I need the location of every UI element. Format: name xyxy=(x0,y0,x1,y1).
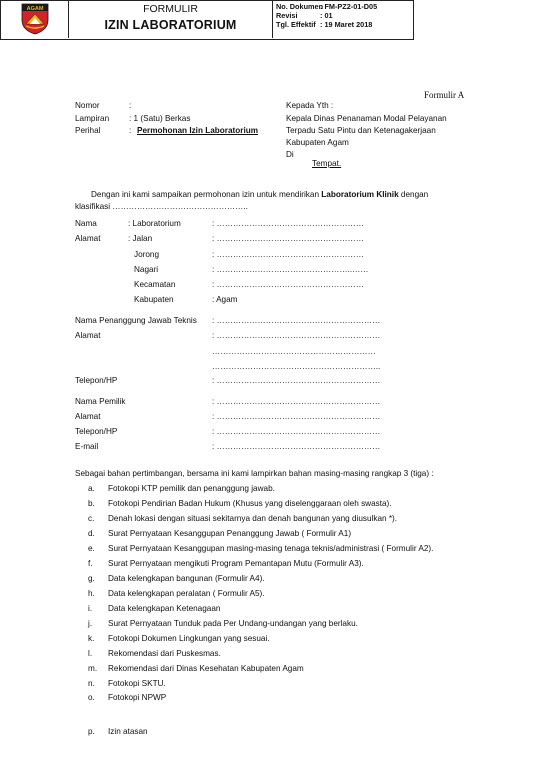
lab-address-label: Alamat xyxy=(75,234,101,243)
owner-email-label: E-mail xyxy=(75,442,99,451)
owner-phone-label: Telepon/HP xyxy=(75,427,118,436)
intro-paragraph-line2: klasifikasi ………………………………………….. xyxy=(75,202,248,211)
lampiran-label: Lampiran xyxy=(75,114,110,123)
lab-name-field[interactable]: : ……………………………………………… xyxy=(212,219,364,228)
title-cell xyxy=(69,0,273,38)
meta-row: Revisi : 01 xyxy=(276,11,333,20)
owner-address-field[interactable]: : …………………………………………………… xyxy=(212,412,381,421)
lab-kecamatan-sub: Kecamatan xyxy=(134,280,176,289)
document-meta xyxy=(273,0,415,40)
owner-email-field[interactable]: : …………………………………………………… xyxy=(212,442,381,451)
attachments-intro: Sebagai bahan pertimbangan, bersama ini kami lampirkan bahan masing-masing rangkap 3 (tiga) : xyxy=(75,469,434,478)
pj-address-field-2[interactable]: …………………………………………………… xyxy=(212,347,376,356)
lab-kabupaten-sub: Kabupaten xyxy=(134,295,174,304)
pj-address-field-3[interactable]: …………………………………………………….. xyxy=(212,362,381,371)
owner-name-label: Nama Pemilik xyxy=(75,397,126,406)
pj-phone-field[interactable]: : …………………………………………………… xyxy=(212,376,381,385)
lab-kabupaten-field: : Agam xyxy=(212,295,238,304)
pj-name-label: Nama Penanggung Jawab Teknis xyxy=(75,316,197,325)
lampiran-value: : 1 (Satu) Berkas xyxy=(129,114,191,123)
meta-row: Tgl. Effektif : 19 Maret 2018 xyxy=(276,20,373,29)
owner-address-label: Alamat xyxy=(75,412,101,421)
lab-street-field[interactable]: : ……………………………………………… xyxy=(212,234,364,243)
svg-text:AGAM: AGAM xyxy=(26,6,44,12)
recipient-line: Terpadu Satu Pintu dan Ketenagakerjaan xyxy=(286,126,436,135)
pj-address-field[interactable]: : …………………………………………………… xyxy=(212,331,381,340)
form-code-label: Formulir A xyxy=(424,90,465,100)
intro-paragraph: Dengan ini kami sampaikan permohonan izin untuk mendirikan Laboratorium Klinik dengan xyxy=(91,190,429,199)
recipient-line: Di xyxy=(286,150,294,159)
lab-name-sub: : Laboratorium xyxy=(128,219,181,228)
owner-phone-field[interactable]: : …………………………………………………… xyxy=(212,427,381,436)
pj-name-field[interactable]: : …………………………………………………… xyxy=(212,316,381,325)
recipient-place: Tempat. xyxy=(312,159,342,168)
nomor-label: Nomor xyxy=(75,101,100,110)
recipient-line: Kepada Yth : xyxy=(286,101,334,110)
perihal-value: Permohonan Izin Laboratorium xyxy=(137,126,259,135)
recipient-line: Kabupaten Agam xyxy=(286,138,349,147)
pj-address-label: Alamat xyxy=(75,331,101,340)
lab-jorong-sub: Jorong xyxy=(134,250,160,259)
agam-regency-logo xyxy=(20,2,50,35)
form-title-line1: FORMULIR xyxy=(143,3,198,15)
perihal-sep: : xyxy=(129,126,132,135)
meta-row: No. Dokumen: FM-PZ2-01-D05 xyxy=(276,2,378,11)
form-title-line2: IZIN LABORATORIUM xyxy=(104,18,237,32)
lab-street-sub: : Jalan xyxy=(128,234,153,243)
nomor-sep: : xyxy=(129,101,132,110)
recipient-line: Kepala Dinas Penanaman Modal Pelayanan xyxy=(286,114,447,123)
document-header xyxy=(0,0,414,40)
lab-nagari-field[interactable]: : …………………………………………..…… xyxy=(212,265,369,274)
lab-kecamatan-field[interactable]: : ……………………………………………… xyxy=(212,280,364,289)
lab-name-label: Nama xyxy=(75,219,97,228)
lab-nagari-sub: Nagari xyxy=(134,265,159,274)
logo-cell xyxy=(0,0,69,38)
perihal-label: Perihal xyxy=(75,126,101,135)
lab-jorong-field[interactable]: : ……………………………………………… xyxy=(212,250,364,259)
pj-phone-label: Telepon/HP xyxy=(75,376,118,385)
owner-name-field[interactable]: : …………………………………………………… xyxy=(212,397,381,406)
